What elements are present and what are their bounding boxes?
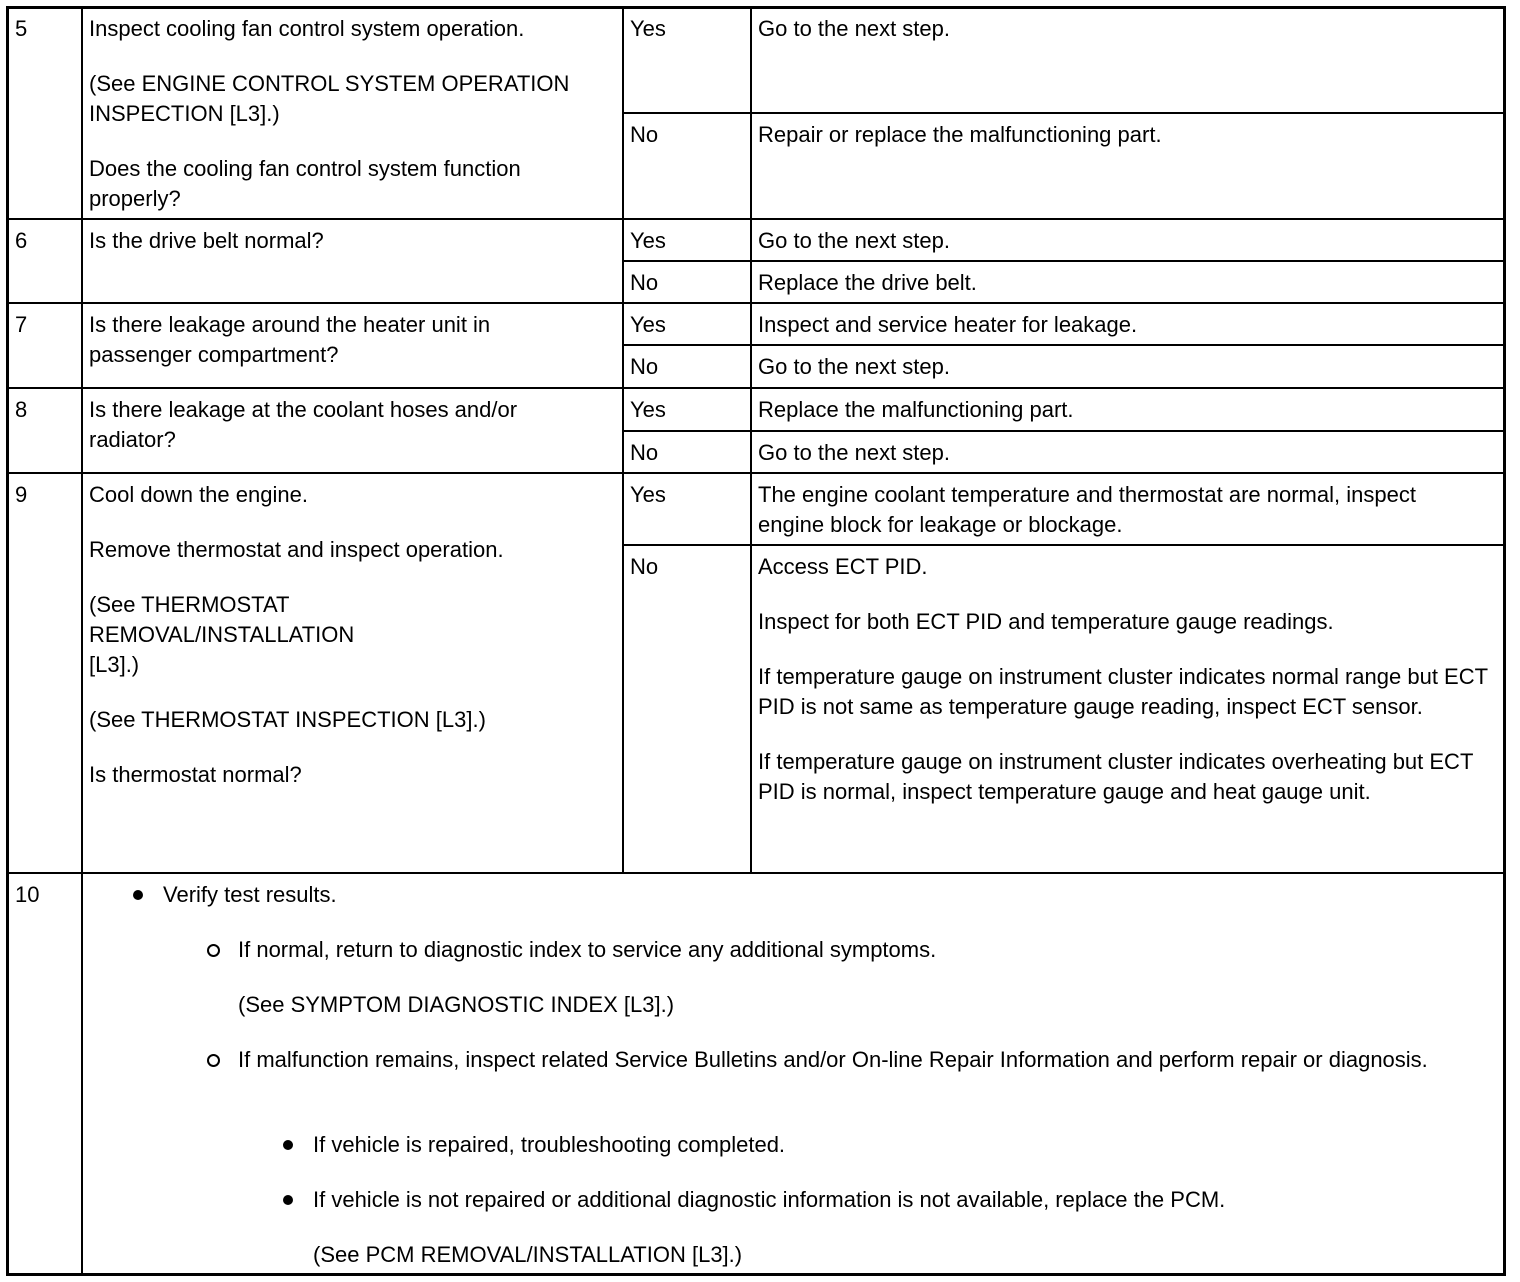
yes-label: Yes xyxy=(630,397,666,422)
verify-text: Verify test results. xyxy=(163,882,337,907)
bullet-icon xyxy=(283,1140,293,1150)
yes-action: Go to the next step. xyxy=(758,16,951,41)
question-text: Is the drive belt normal? xyxy=(89,228,324,253)
reference-text: (See THERMOSTAT REMOVAL/INSTALLATION [L3].) xyxy=(89,592,355,677)
row-divider xyxy=(9,872,1506,874)
step-number: 8 xyxy=(15,397,28,422)
question-cell xyxy=(83,0,618,214)
action-text: Access ECT PID. xyxy=(758,554,928,579)
reference-text: (See SYMPTOM DIAGNOSTIC INDEX [L3].) xyxy=(238,992,675,1017)
reference-text: (See PCM REMOVAL/INSTALLATION [L3].) xyxy=(313,1242,743,1267)
no-label: No xyxy=(630,270,659,295)
question-cell xyxy=(83,212,618,256)
yes-action: Replace the malfunctioning part. xyxy=(758,397,1074,422)
no-label: No xyxy=(630,440,659,465)
yes-label: Yes xyxy=(630,228,666,253)
malfunction-text: If malfunction remains, inspect related Service Bulletins and/or On-line Repair Information and perform repair or diagnosis. xyxy=(238,1047,1428,1072)
reference-text: (See THERMOSTAT INSPECTION [L3].) xyxy=(89,707,486,732)
no-action: Replace the drive belt. xyxy=(758,270,977,295)
step-number: 10 xyxy=(15,882,40,907)
step-number: 5 xyxy=(15,16,28,41)
reference-text: (See ENGINE CONTROL SYSTEM OPERATION INSPECTION [L3].) xyxy=(89,71,570,126)
bullet-icon xyxy=(133,890,143,900)
no-action xyxy=(752,538,1504,807)
yes-action: Go to the next step. xyxy=(758,228,951,253)
no-action: Go to the next step. xyxy=(758,354,951,379)
bullet-icon xyxy=(283,1195,293,1205)
question-text: Is thermostat normal? xyxy=(89,762,302,787)
yes-action: The engine coolant temperature and thermostat are normal, inspect engine block for leakage or blockage. xyxy=(758,482,1416,537)
repaired-text: If vehicle is repaired, troubleshooting completed. xyxy=(313,1132,786,1157)
circle-bullet-icon xyxy=(207,944,220,957)
no-label: No xyxy=(630,122,659,147)
yes-action: Inspect and service heater for leakage. xyxy=(758,312,1138,337)
not-repaired-text: If vehicle is not repaired or additional diagnostic information is not available, replace the PCM. xyxy=(313,1187,1226,1212)
question-text: Does the cooling fan control system function properly? xyxy=(89,156,521,211)
action-text: If temperature gauge on instrument cluster indicates normal range but ECT PID is not same as temperature gauge reading, inspect ECT sensor. xyxy=(758,664,1488,719)
circle-bullet-icon xyxy=(207,1054,220,1067)
question-cell xyxy=(83,296,563,370)
yes-label: Yes xyxy=(630,16,666,41)
no-action: Go to the next step. xyxy=(758,440,951,465)
step-number: 6 xyxy=(15,228,28,253)
step-number: 7 xyxy=(15,312,28,337)
question-text: Is there leakage around the heater unit in passenger compartment? xyxy=(89,312,491,367)
action-text: If temperature gauge on instrument cluster indicates overheating but ECT PID is normal, inspect temperature gauge and heat gauge unit. xyxy=(758,749,1473,804)
question-cell xyxy=(83,466,618,790)
step-number: 9 xyxy=(15,482,28,507)
no-label: No xyxy=(630,554,659,579)
question-cell xyxy=(83,381,583,455)
yes-label: Yes xyxy=(630,312,666,337)
action-text: Inspect for both ECT PID and temperature gauge readings. xyxy=(758,609,1334,634)
normal-text: If normal, return to diagnostic index to service any additional symptoms. xyxy=(238,937,937,962)
yes-label: Yes xyxy=(630,482,666,507)
question-text: Inspect cooling fan control system operation. xyxy=(89,16,525,41)
question-text: Remove thermostat and inspect operation. xyxy=(89,537,504,562)
no-action: Repair or replace the malfunctioning part. xyxy=(758,122,1162,147)
question-text: Cool down the engine. xyxy=(89,482,308,507)
no-label: No xyxy=(630,354,659,379)
question-text: Is there leakage at the coolant hoses and/or radiator? xyxy=(89,397,518,452)
